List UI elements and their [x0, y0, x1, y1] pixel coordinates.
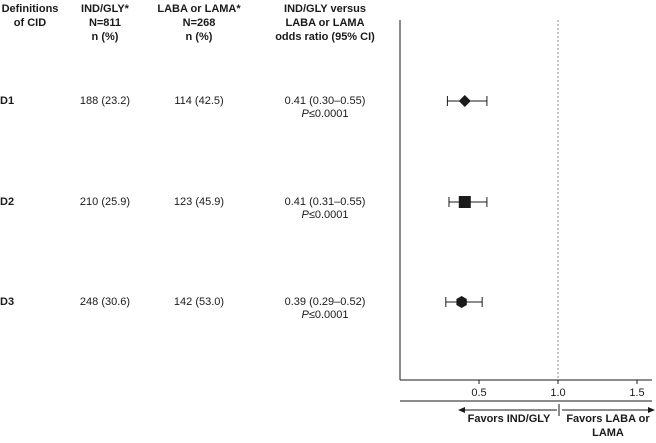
row-label: D1	[0, 95, 15, 107]
laba-lama-count: 123 (45.9)	[173, 196, 225, 208]
header-odds-ratio-line1: IND/GLY versus	[284, 3, 366, 15]
ind-gly-count: 188 (23.2)	[79, 95, 131, 107]
diamond-marker	[459, 95, 471, 107]
x-tick-label: 0.5	[471, 387, 487, 399]
header-definitions-line1: Definitions	[1, 3, 59, 15]
header-ind-gly-line2: N=811	[88, 17, 122, 29]
header-ind-gly-line3: n (%)	[91, 31, 119, 43]
laba-lama-count: 142 (53.0)	[173, 296, 225, 308]
x-axis-ticks	[471, 380, 644, 399]
p-symbol: P	[301, 209, 309, 221]
x-tick-label: 1.0	[550, 387, 566, 399]
header-definitions-line2: of CID	[13, 17, 47, 29]
p-symbol: P	[301, 309, 309, 321]
ind-gly-count: 248 (30.6)	[79, 296, 131, 308]
p-symbol: P	[301, 108, 309, 120]
favors-laba-lama-line2: LAMA	[592, 427, 624, 439]
row-label: D3	[0, 296, 15, 308]
hexagon-marker	[456, 296, 466, 308]
square-marker	[459, 196, 471, 208]
p-value-text: ≤0.0001	[308, 108, 349, 120]
x-tick-label: 1.5	[629, 387, 645, 399]
favors-ind-gly-label: Favors IND/GLY	[467, 413, 551, 425]
header-ind-gly-line1: IND/GLY*	[81, 3, 129, 15]
laba-lama-count: 114 (42.5)	[174, 95, 224, 107]
favors-laba-lama-label	[561, 412, 655, 440]
header-laba-lama-line1: LABA or LAMA*	[157, 3, 241, 15]
odds-ratio-ci: 0.39 (0.29–0.52)	[284, 296, 366, 308]
plot-marks	[446, 95, 487, 308]
odds-ratio-ci: 0.41 (0.30–0.55)	[284, 95, 366, 107]
p-value-text: ≤0.0001	[308, 209, 349, 221]
header-laba-lama-line3: n (%)	[185, 31, 213, 43]
ind-gly-count: 210 (25.9)	[79, 196, 131, 208]
row-label: D2	[0, 196, 15, 208]
header-odds-ratio-line3: odds ratio (95% CI)	[275, 31, 375, 43]
header-laba-lama-line2: N=268	[182, 17, 216, 29]
header-odds-ratio-line2: LABA or LAMA	[285, 17, 365, 29]
favors-laba-lama-line1: Favors LABA or	[566, 413, 650, 425]
p-value-text: ≤0.0001	[308, 309, 349, 321]
odds-ratio-ci: 0.41 (0.31–0.55)	[284, 196, 366, 208]
